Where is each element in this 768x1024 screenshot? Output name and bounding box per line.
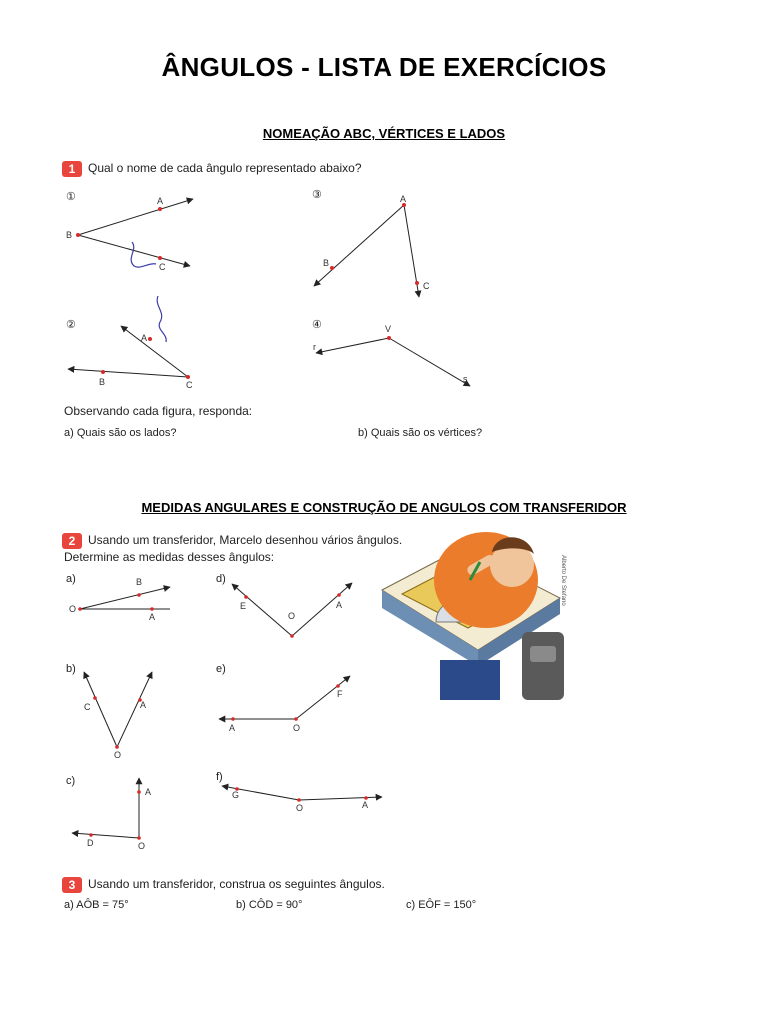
fig-label-a: a) <box>66 573 76 585</box>
point-label-c: C <box>423 281 430 291</box>
point-label-v: V <box>385 324 392 334</box>
point-label-o: O <box>296 803 304 813</box>
question-3-number: 3 <box>62 877 82 893</box>
item-a-sides: a) Quais são os lados? <box>64 427 177 439</box>
pen-scribble <box>131 242 156 267</box>
point-label-e: E <box>240 601 247 611</box>
fig-label-c: c) <box>66 775 76 787</box>
pen-scribble <box>157 296 166 342</box>
point-label-o: O <box>114 750 122 760</box>
point-label-b: B <box>323 258 330 268</box>
point-label-c: C <box>186 380 193 390</box>
figure-1-angle <box>66 196 193 272</box>
fig-label-e: e) <box>216 663 226 675</box>
item-b-angle: b) CÔD = 90° <box>236 899 303 911</box>
question-2-line1: Usando um transferidor, Marcelo desenhou vários ângulos. <box>88 533 403 548</box>
point-label-a: A <box>140 700 147 710</box>
page-title: ÂNGULOS - LISTA DE EXERCÍCIOS <box>161 52 607 82</box>
item-b-vertices: b) Quais são os vértices? <box>358 427 483 439</box>
figure-number-2: ② <box>66 319 76 331</box>
item-a-angle: a) AÔB = 75° <box>64 899 129 911</box>
image-credit: Alberto De Stefano <box>560 555 566 606</box>
point-label-a: A <box>145 787 152 797</box>
fig-label-f: f) <box>216 771 223 783</box>
point-label-b: B <box>66 230 73 240</box>
figure-4-angle <box>313 324 470 386</box>
figure-2-angle <box>68 296 193 390</box>
figure-number-3: ③ <box>312 189 322 201</box>
angle-a <box>69 577 170 622</box>
section1-heading: NOMEAÇÃO ABC, VÉRTICES E LADOS <box>262 126 506 141</box>
fig-label-b: b) <box>66 663 76 675</box>
angle-d <box>232 583 352 638</box>
figure-3-angle <box>314 194 430 297</box>
question-1-number: 1 <box>62 161 82 177</box>
fig-label-d: d) <box>216 573 226 585</box>
section2-heading: MEDIDAS ANGULARES E CONSTRUÇÃO DE ANGULOS COM TRANSFERIDOR <box>141 500 627 515</box>
point-label-g: G <box>232 790 240 800</box>
point-label-o: O <box>138 841 146 851</box>
question-3-text: Usando um transferidor, construa os seguintes ângulos. <box>88 877 385 892</box>
point-label-b: B <box>136 577 143 587</box>
question-2 <box>62 533 402 549</box>
figure-number-4: ④ <box>312 319 322 331</box>
question-2-number: 2 <box>62 533 82 549</box>
figure-number-1: ① <box>66 191 76 203</box>
point-label-a: A <box>229 723 236 733</box>
boy-drawing-illustration <box>382 532 564 700</box>
point-label-o: O <box>293 723 301 733</box>
angle-f <box>222 786 382 813</box>
point-label-a: A <box>362 800 369 810</box>
point-label-r: r <box>313 342 316 352</box>
point-label-a: A <box>141 333 148 343</box>
angle-c <box>72 778 151 851</box>
point-label-s: s <box>463 374 468 384</box>
point-label-f: F <box>337 689 343 699</box>
point-label-a: A <box>157 196 164 206</box>
angle-b <box>84 672 152 760</box>
point-label-d: D <box>87 838 94 848</box>
point-label-o: O <box>69 604 77 614</box>
point-label-b: B <box>99 377 106 387</box>
observe-text: Observando cada figura, responda: <box>64 404 253 418</box>
point-label-a: A <box>336 600 343 610</box>
point-label-a: A <box>400 194 407 204</box>
question-1-text: Qual o nome de cada ângulo representado abaixo? <box>88 161 362 176</box>
point-label-c: C <box>159 262 166 272</box>
point-label-c: C <box>84 702 91 712</box>
question-2-line2: Determine as medidas desses ângulos: <box>64 550 275 564</box>
point-label-o: O <box>288 611 296 621</box>
angle-e <box>219 676 350 733</box>
point-label-a: A <box>149 612 156 622</box>
item-c-angle: c) EÔF = 150° <box>406 899 477 911</box>
question-3 <box>62 877 385 893</box>
